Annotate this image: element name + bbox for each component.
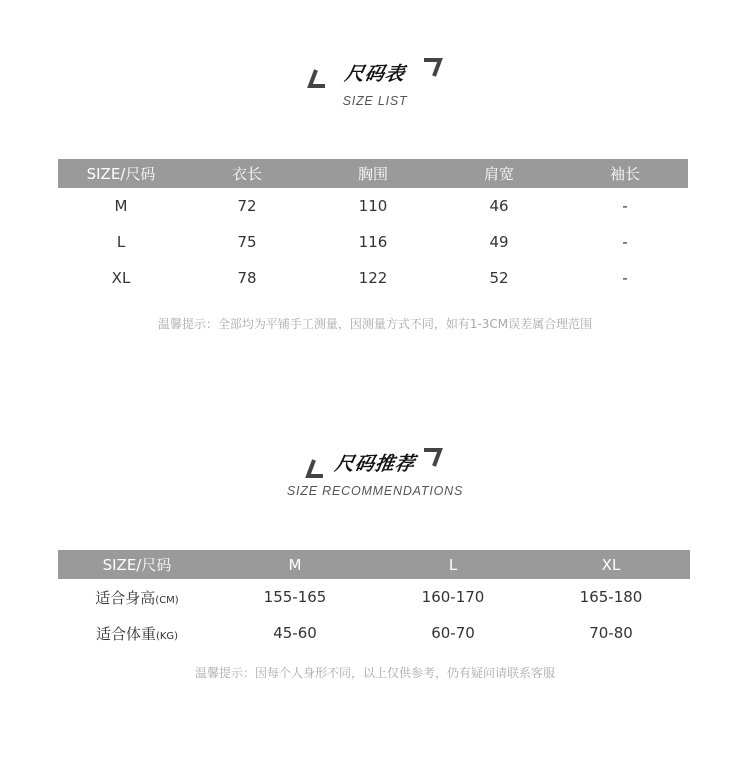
row-label: 适合身高 <box>95 588 156 607</box>
table-cell: 110 <box>358 197 388 215</box>
header-length: 衣长 <box>184 159 310 188</box>
table-cell: 60-70 <box>431 624 475 642</box>
table-header-row <box>58 159 688 188</box>
row-unit: (CM) <box>155 594 179 606</box>
header-sleeve: 袖长 <box>562 159 688 188</box>
size-recommend-note: 温馨提示：因每个人身形不同，以上仅供参考，仍有疑问请联系客服 <box>194 666 555 680</box>
header-chest: 胸围 <box>310 159 436 188</box>
size-list-heading <box>0 54 750 108</box>
table-row <box>58 579 690 615</box>
table-cell: - <box>622 233 628 251</box>
table-cell: 160-170 <box>421 588 485 606</box>
header-shoulder: 肩宽 <box>436 159 562 188</box>
size-recommend-subtitle: SIZE RECOMMENDATIONS <box>286 484 464 498</box>
size-recommend-heading <box>0 444 750 498</box>
right-bracket-icon <box>421 446 443 468</box>
table-cell: M <box>114 197 128 215</box>
table-row <box>58 260 688 296</box>
header-xl: XL <box>532 550 690 579</box>
table-cell: 155-165 <box>263 588 327 606</box>
table-cell: 75 <box>237 233 257 251</box>
table-cell: 45-60 <box>273 624 317 642</box>
table-cell: 49 <box>489 233 509 251</box>
header-size: SIZE/尺码 <box>58 159 184 188</box>
row-label: 适合体重 <box>95 624 156 643</box>
row-unit: (KG) <box>155 630 179 642</box>
table-row <box>58 224 688 260</box>
table-cell: 72 <box>237 197 257 215</box>
table-row <box>58 615 690 651</box>
table-cell: L <box>116 233 126 251</box>
size-list-note: 温馨提示：全部均为平铺手工测量，因测量方式不同，如有1-3CM误差属合理范围 <box>157 317 593 331</box>
header-m: M <box>216 550 374 579</box>
size-recommend-table <box>58 550 690 651</box>
left-bracket-icon <box>305 458 327 480</box>
table-cell: 78 <box>237 269 257 287</box>
table-row <box>58 188 688 224</box>
header-size: SIZE/尺码 <box>58 550 216 579</box>
size-list-title: 尺码表 <box>343 63 407 85</box>
size-recommend-title: 尺码推荐 <box>333 453 417 475</box>
table-cell: - <box>622 197 628 215</box>
row-label-height <box>58 579 216 615</box>
table-cell: XL <box>111 269 131 287</box>
left-bracket-icon <box>307 68 329 90</box>
table-cell: 52 <box>489 269 509 287</box>
table-header-row <box>58 550 690 579</box>
table-cell: 70-80 <box>589 624 633 642</box>
table-cell: - <box>622 269 628 287</box>
row-label-weight <box>58 615 216 651</box>
size-list-subtitle: SIZE LIST <box>342 94 408 108</box>
size-list-title-row <box>345 54 405 94</box>
header-l: L <box>374 550 532 579</box>
table-cell: 46 <box>489 197 509 215</box>
table-cell: 122 <box>358 269 388 287</box>
right-bracket-icon <box>421 56 443 78</box>
size-recommend-title-row <box>335 444 415 484</box>
size-list-table <box>58 159 688 296</box>
table-cell: 165-180 <box>579 588 643 606</box>
table-cell: 116 <box>358 233 388 251</box>
